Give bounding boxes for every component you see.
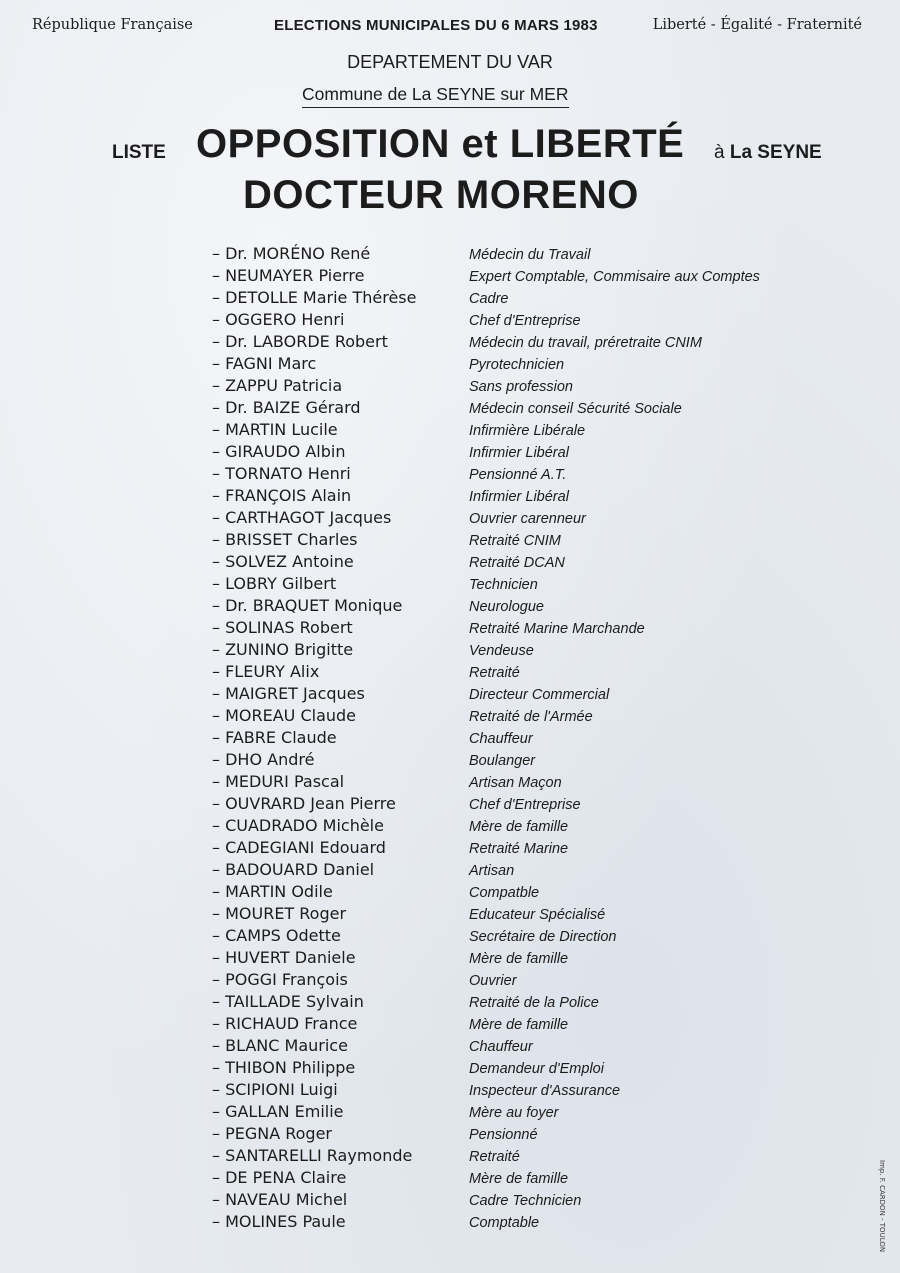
- candidate-name: – Dr. MORÉNO René: [212, 244, 371, 263]
- candidate-row: [0, 530, 900, 552]
- candidate-row: [0, 1146, 900, 1168]
- candidate-occupation: Infirmière Libérale: [469, 423, 586, 439]
- candidate-name: – POGGI François: [212, 970, 348, 989]
- candidate-name: – NEUMAYER Pierre: [212, 266, 365, 285]
- candidate-name: – HUVERT Daniele: [212, 948, 356, 967]
- candidate-row: [0, 684, 900, 706]
- candidate-occupation: Retraité DCAN: [469, 555, 565, 571]
- candidate-occupation: Mère de famille: [469, 819, 569, 835]
- candidate-name: – SOLVEZ Antoine: [212, 552, 354, 571]
- candidate-row: [0, 398, 900, 420]
- candidate-name: – MARTIN Lucile: [212, 420, 338, 439]
- candidate-row: [0, 728, 900, 750]
- candidate-occupation: Mère de famille: [469, 951, 569, 967]
- candidate-occupation: Neurologue: [469, 599, 544, 615]
- candidate-name: – BADOUARD Daniel: [212, 860, 375, 879]
- candidate-name: – MARTIN Odile: [212, 882, 333, 901]
- candidate-row: [0, 750, 900, 772]
- candidate-name: – MOREAU Claude: [212, 706, 357, 725]
- candidate-occupation: Médecin du Travail: [469, 247, 591, 263]
- candidate-name: – DHO André: [212, 750, 315, 769]
- candidate-occupation: Retraité Marine: [469, 841, 569, 857]
- candidate-row: [0, 706, 900, 728]
- candidate-name: – PEGNA Roger: [212, 1124, 333, 1143]
- candidate-occupation: Boulanger: [469, 753, 536, 769]
- header-motto: Liberté - Égalité - Fraternité: [652, 17, 862, 33]
- candidate-row: [0, 266, 900, 288]
- candidate-row: [0, 1014, 900, 1036]
- candidate-name: – BLANC Maurice: [212, 1036, 348, 1055]
- candidate-occupation: Secrétaire de Direction: [469, 929, 617, 945]
- candidate-name: – Dr. LABORDE Robert: [212, 332, 388, 351]
- candidate-name: – LOBRY Gilbert: [212, 574, 337, 593]
- candidate-occupation: Ouvrier carenneur: [469, 511, 586, 527]
- candidate-name: – MEDURI Pascal: [212, 772, 345, 791]
- candidate-name: – OGGERO Henri: [212, 310, 345, 329]
- candidate-occupation: Retraité Marine Marchande: [469, 621, 645, 637]
- candidate-occupation: Infirmier Libéral: [469, 489, 569, 505]
- candidate-row: [0, 1190, 900, 1212]
- candidate-occupation: Chef d'Entreprise: [469, 313, 581, 329]
- candidate-name: – THIBON Philippe: [212, 1058, 356, 1077]
- candidate-occupation: Pensionné A.T.: [469, 467, 567, 483]
- candidate-row: [0, 970, 900, 992]
- candidate-row: [0, 640, 900, 662]
- candidate-row: [0, 288, 900, 310]
- candidate-occupation: Cadre: [469, 291, 509, 307]
- list-place: [714, 142, 822, 164]
- candidate-row: [0, 860, 900, 882]
- department-label: DEPARTEMENT DU VAR: [347, 52, 553, 72]
- candidate-occupation: Mère de famille: [469, 1017, 569, 1033]
- candidate-occupation: Mère de famille: [469, 1171, 569, 1187]
- candidate-occupation: Médecin du travail, préretraite CNIM: [469, 335, 702, 351]
- place-name: La SEYNE: [729, 142, 822, 163]
- candidate-row: [0, 1080, 900, 1102]
- candidate-row: [0, 816, 900, 838]
- candidate-name: – SCIPIONI Luigi: [212, 1080, 338, 1099]
- candidate-occupation: Pensionné: [469, 1127, 538, 1143]
- candidate-occupation: Artisan: [469, 863, 515, 879]
- candidate-occupation: Vendeuse: [469, 643, 534, 659]
- header-republique: République Française: [32, 17, 193, 33]
- candidate-occupation: Comptable: [469, 1215, 540, 1231]
- candidate-row: [0, 552, 900, 574]
- list-leader: DOCTEUR MORENO: [243, 173, 639, 217]
- candidate-row: [0, 794, 900, 816]
- candidate-row: [0, 1168, 900, 1190]
- candidate-row: [0, 508, 900, 530]
- candidate-occupation: Directeur Commercial: [469, 687, 610, 703]
- candidate-occupation: Expert Comptable, Commisaire aux Comptes: [469, 269, 760, 285]
- list-name: OPPOSITION et LIBERTÉ: [196, 122, 685, 166]
- candidate-name: – DE PENA Claire: [212, 1168, 347, 1187]
- candidate-row: [0, 838, 900, 860]
- candidate-name: – FLEURY Alix: [212, 662, 320, 681]
- list-title-row: [0, 122, 900, 172]
- candidate-occupation: Ouvrier: [469, 973, 517, 989]
- candidate-occupation: Chauffeur: [469, 1039, 533, 1055]
- candidate-row: [0, 464, 900, 486]
- candidate-row: [0, 926, 900, 948]
- header-election-title: ELECTIONS MUNICIPALES DU 6 MARS 1983: [274, 17, 598, 34]
- candidate-occupation: Chef d'Entreprise: [469, 797, 581, 813]
- candidate-occupation: Sans profession: [469, 379, 573, 395]
- candidate-name: – FAGNI Marc: [212, 354, 317, 373]
- candidate-row: [0, 662, 900, 684]
- candidate-name: – BRISSET Charles: [212, 530, 358, 549]
- candidate-name: – SANTARELLI Raymonde: [212, 1146, 413, 1165]
- candidate-name: – CADEGIANI Edouard: [212, 838, 386, 857]
- candidate-row: [0, 442, 900, 464]
- candidate-row: [0, 1124, 900, 1146]
- candidate-occupation: Retraité de l'Armée: [469, 709, 593, 725]
- candidate-row: [0, 1102, 900, 1124]
- candidate-occupation: Demandeur d'Emploi: [469, 1061, 604, 1077]
- list-prefix: LISTE: [112, 142, 166, 163]
- candidate-name: – Dr. BRAQUET Monique: [212, 596, 403, 615]
- candidate-occupation: Mère au foyer: [469, 1105, 559, 1121]
- candidate-name: – CUADRADO Michèle: [212, 816, 384, 835]
- place-prefix: à: [714, 142, 725, 163]
- candidate-row: [0, 1212, 900, 1234]
- candidate-row: [0, 904, 900, 926]
- candidate-occupation: Artisan Maçon: [469, 775, 562, 791]
- candidate-occupation: Retraité de la Police: [469, 995, 599, 1011]
- candidate-name: – CARTHAGOT Jacques: [212, 508, 392, 527]
- candidate-name: – OUVRARD Jean Pierre: [212, 794, 396, 813]
- candidate-row: [0, 772, 900, 794]
- printer-imprint: Imp. F. CARDON - TOULON: [878, 1160, 886, 1253]
- candidate-occupation: Compatble: [469, 885, 540, 901]
- candidate-row: [0, 310, 900, 332]
- candidate-name: – SOLINAS Robert: [212, 618, 353, 637]
- candidate-name: – DETOLLE Marie Thérèse: [212, 288, 417, 307]
- candidate-name: – ZAPPU Patricia: [212, 376, 343, 395]
- candidate-row: [0, 992, 900, 1014]
- candidate-occupation: Inspecteur d'Assurance: [469, 1083, 621, 1099]
- candidate-name: – NAVEAU Michel: [212, 1190, 348, 1209]
- candidate-name: – ZUNINO Brigitte: [212, 640, 354, 659]
- candidate-name: – TAILLADE Sylvain: [212, 992, 364, 1011]
- candidate-name: – RICHAUD France: [212, 1014, 358, 1033]
- candidate-name: – FABRE Claude: [212, 728, 337, 747]
- candidate-occupation: Chauffeur: [469, 731, 533, 747]
- candidate-occupation: Retraité: [469, 665, 520, 681]
- candidate-row: [0, 1036, 900, 1058]
- candidate-name: – MOURET Roger: [212, 904, 347, 923]
- candidate-row: [0, 1058, 900, 1080]
- candidate-row: [0, 244, 900, 266]
- candidate-name: – MOLINES Paule: [212, 1212, 346, 1231]
- candidate-row: [0, 882, 900, 904]
- candidate-row: [0, 354, 900, 376]
- candidate-row: [0, 420, 900, 442]
- commune-label: Commune de La SEYNE sur MER: [302, 84, 569, 108]
- candidate-name: – GIRAUDO Albin: [212, 442, 346, 461]
- candidate-occupation: Infirmier Libéral: [469, 445, 569, 461]
- candidate-name: – GALLAN Emilie: [212, 1102, 344, 1121]
- candidate-name: – TORNATO Henri: [212, 464, 351, 483]
- candidate-name: – MAIGRET Jacques: [212, 684, 365, 703]
- candidate-row: [0, 596, 900, 618]
- candidate-row: [0, 948, 900, 970]
- candidate-occupation: Pyrotechnicien: [469, 357, 565, 373]
- candidate-row: [0, 618, 900, 640]
- candidate-occupation: Médecin conseil Sécurité Sociale: [469, 401, 682, 417]
- candidate-row: [0, 332, 900, 354]
- candidate-name: – CAMPS Odette: [212, 926, 341, 945]
- candidate-name: – Dr. BAIZE Gérard: [212, 398, 361, 417]
- candidate-occupation: Retraité: [469, 1149, 520, 1165]
- candidate-row: [0, 486, 900, 508]
- candidate-occupation: Educateur Spécialisé: [469, 907, 606, 923]
- candidate-occupation: Cadre Technicien: [469, 1193, 582, 1209]
- candidate-occupation: Technicien: [469, 577, 538, 593]
- candidate-name: – FRANÇOIS Alain: [212, 486, 352, 505]
- candidate-occupation: Retraité CNIM: [469, 533, 561, 549]
- candidate-row: [0, 574, 900, 596]
- candidate-row: [0, 376, 900, 398]
